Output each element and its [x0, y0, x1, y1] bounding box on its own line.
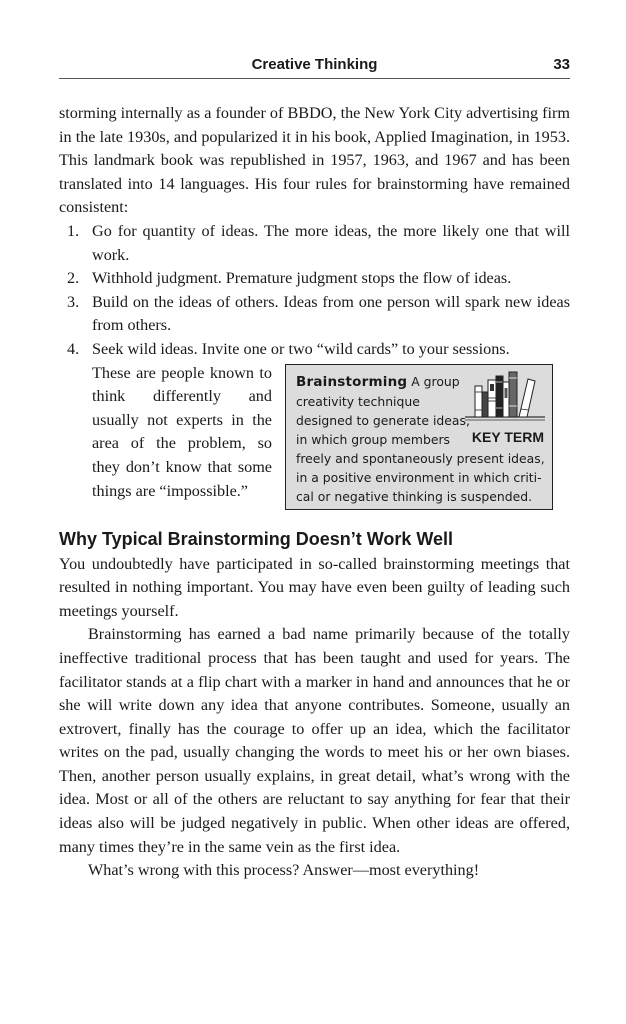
section-paragraph: What’s wrong with this process? Answer—most everything!	[88, 861, 480, 880]
rule-text: Withhold judgment. Premature judgment stops the flow of ideas.	[92, 269, 512, 288]
key-term-word: Brainstorming	[296, 373, 408, 390]
rule-text: Go for quantity of ideas. The more ideas, the more likely one that will work.	[92, 221, 570, 264]
rule-number: 2.	[67, 269, 80, 288]
key-term-box	[285, 364, 553, 510]
rule-number: 1.	[67, 221, 80, 240]
page-number: 33	[553, 56, 570, 73]
rule-item	[59, 220, 570, 267]
intro-paragraph: storming internally as a founder of BBDO, the New York City advertising firm in the late 1930s, and popularized it in his book, Applied Imagination, in 1953. This landmark book was republished in 1957, 1963, and 1967 and has been translated into 14 languages. His four rules for brainstorming have remained consistent:	[59, 104, 570, 217]
running-head	[59, 56, 570, 79]
rule-text: Seek wild ideas. Invite one or two “wild cards” to your sessions.	[92, 339, 510, 358]
rule-number: 4.	[67, 339, 80, 358]
rule-text: Build on the ideas of others. Ideas from one person will spark new ideas from others.	[92, 292, 570, 335]
key-term-line: designed to generate ideas,	[296, 412, 470, 428]
section-heading: Why Typical Brainstorming Doesn’t Work Well	[59, 528, 454, 549]
section-paragraph: Brainstorming has earned a bad name primarily because of the totally ineffective traditional process that has been taught and used for years. The facilitator stands at a flip chart with a marker in hand and announces that he or she will write down any idea that anyone contributes. Someone, usually an extrovert, finally has the courage to offer up an idea, which the facilitator writes on the pad, usually changing the words to meet his or her own biases. Then, another person usually explains, in great detail, what’s wrong with the idea. Most or all of the others are reluctant to say anything for fear that their ideas also will be judged negatively in public. When other ideas are offered, many times they’re in the same vein as the first idea.	[59, 625, 570, 856]
key-term-line: in a positive environment in which criti-	[296, 469, 542, 485]
rule-four-split	[92, 362, 570, 510]
rule-text-continued: These are people known to think differently and usually not experts in the area of the problem, so they don’t know that some things are “impossible.”	[92, 363, 272, 500]
body-text	[59, 102, 570, 883]
key-term-definition-start: A group	[407, 373, 460, 389]
key-term-line: in which group members	[296, 431, 450, 447]
rule-item	[59, 338, 570, 510]
section-paragraph: You undoubtedly have participated in so-called brainstorming meetings that resulted in nothing important. You may have even been guilty of leading such meetings yourself.	[59, 554, 570, 620]
key-term-line: creativity technique	[296, 393, 420, 409]
key-term-line: cal or negative thinking is suspended.	[296, 488, 533, 504]
books-icon	[463, 368, 547, 426]
key-term-label: KEY TERM	[471, 428, 544, 445]
key-term-line: freely and spontaneously present ideas,	[296, 450, 545, 466]
rules-list	[59, 220, 570, 510]
rule-item	[59, 291, 570, 338]
rule-number: 3.	[67, 292, 80, 311]
chapter-title: Creative Thinking	[251, 56, 378, 73]
rule-item	[59, 267, 570, 291]
